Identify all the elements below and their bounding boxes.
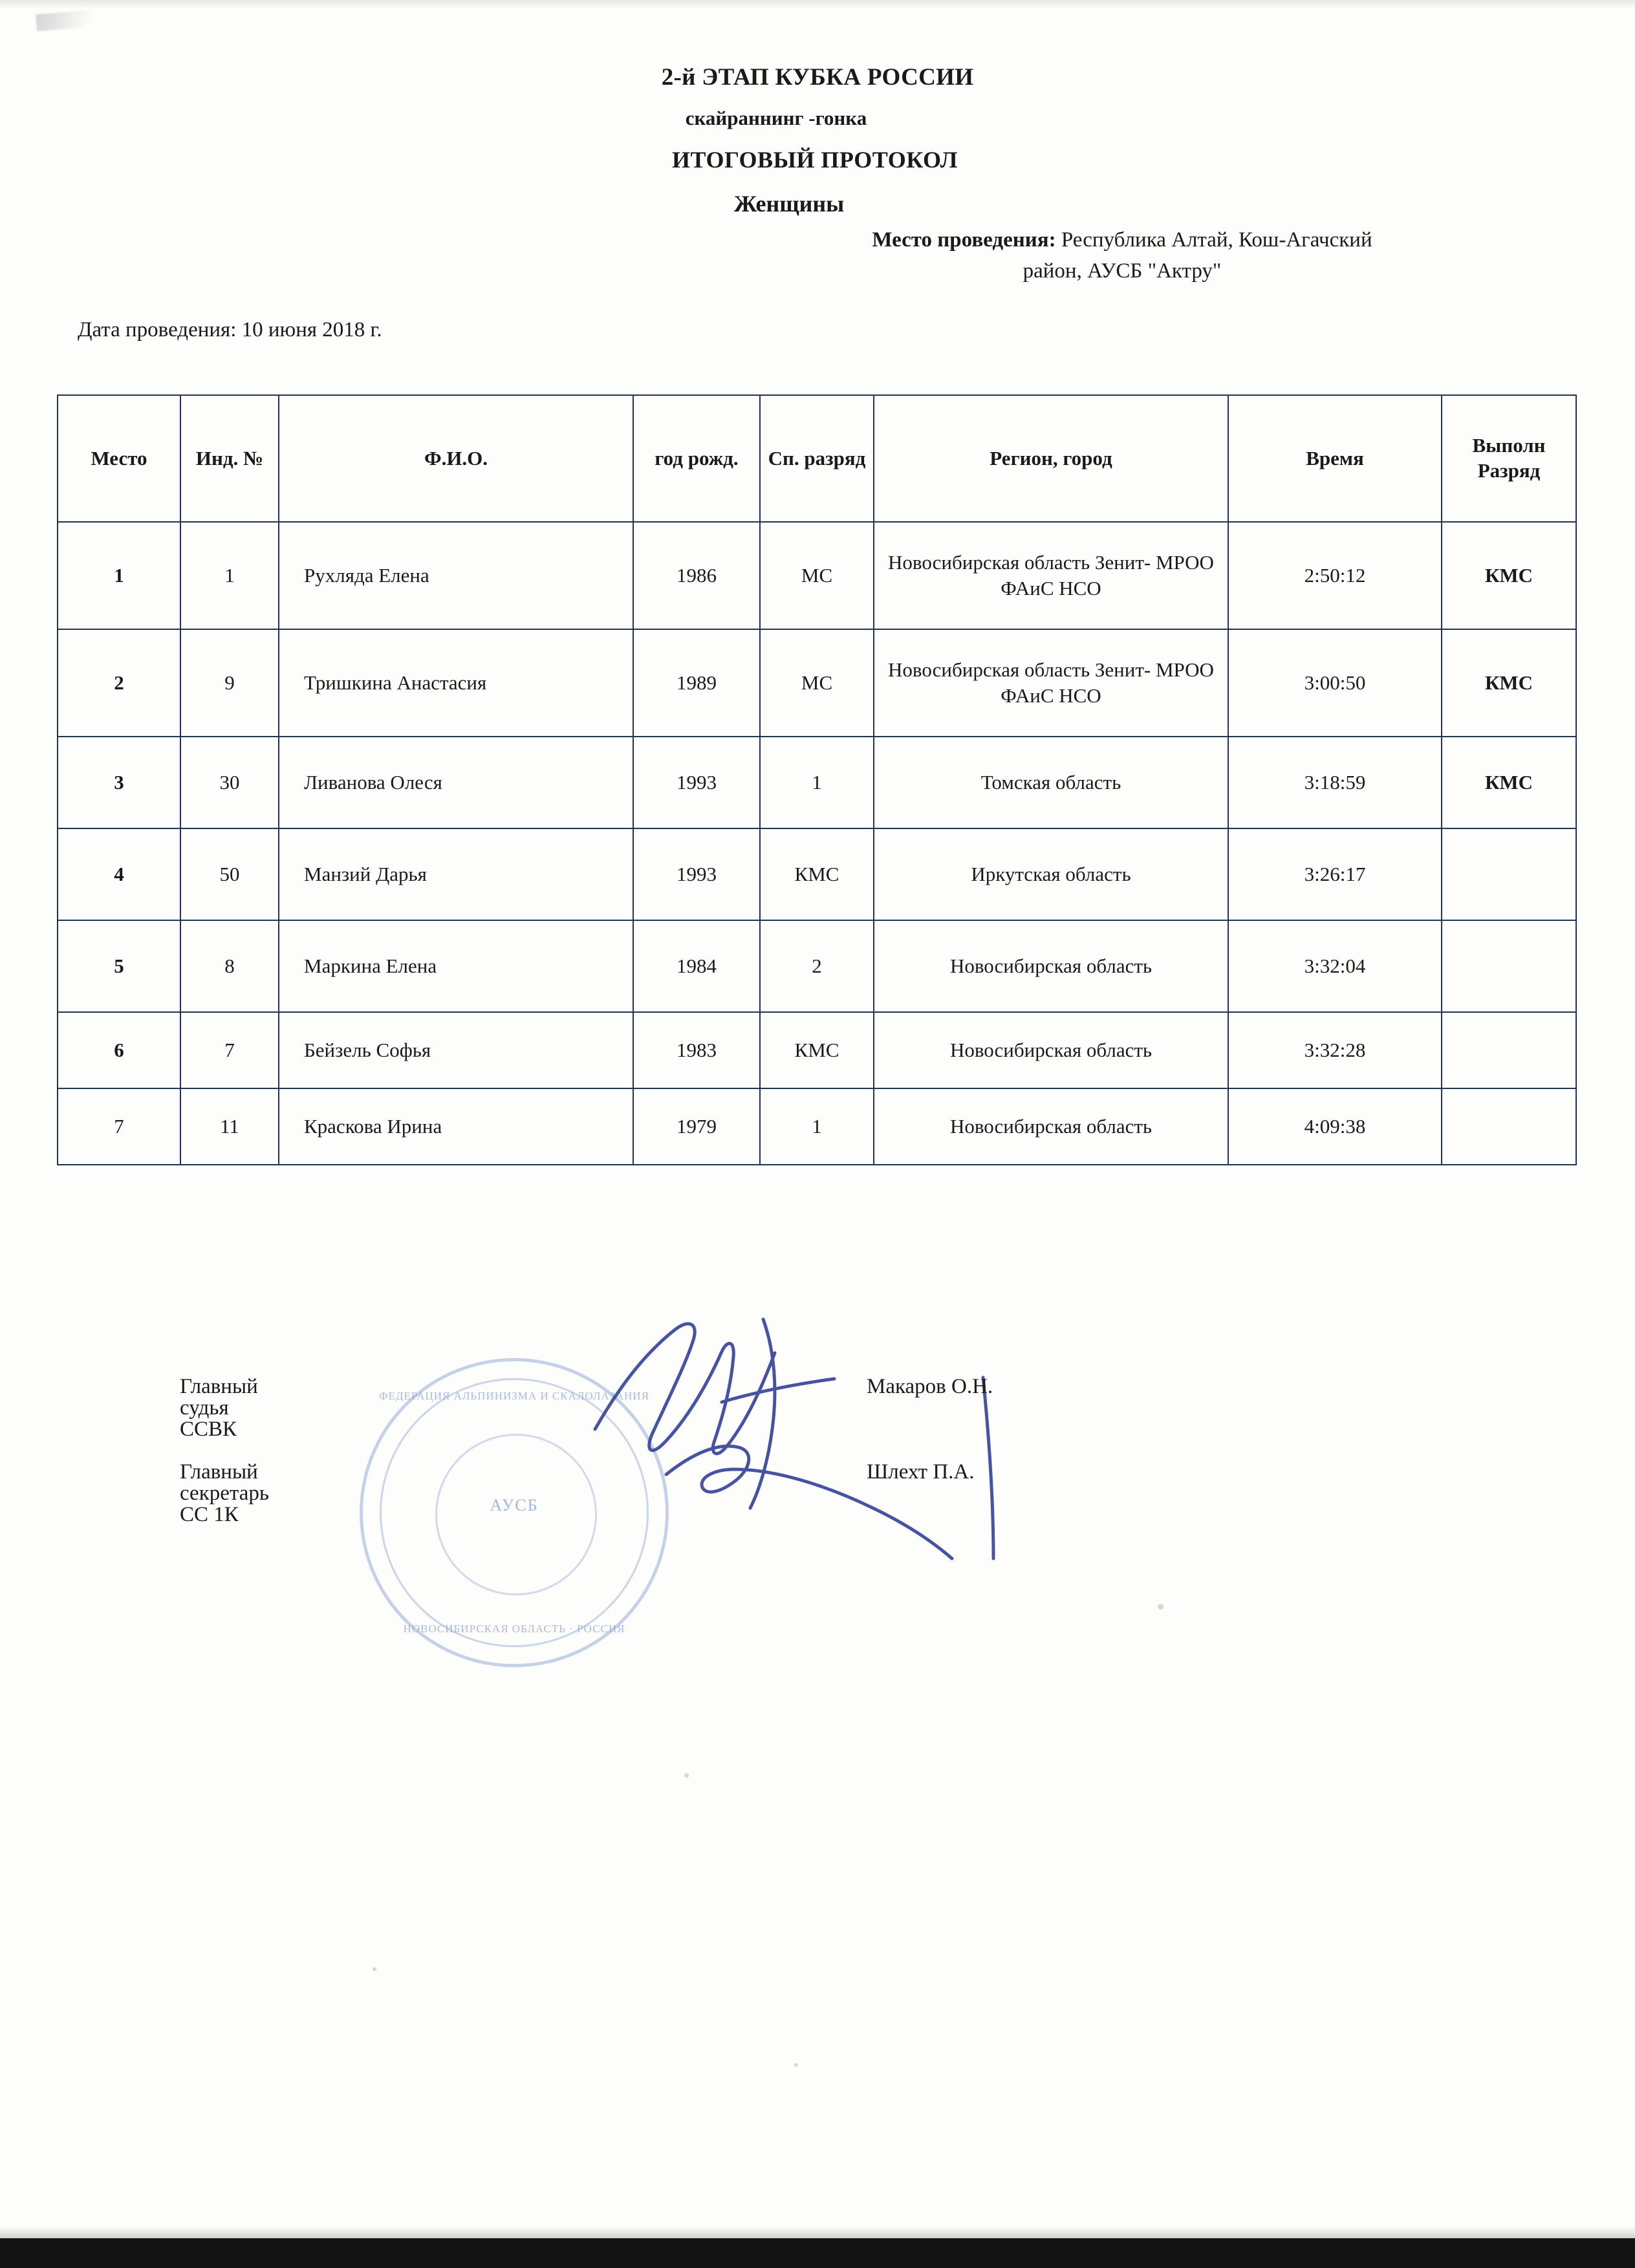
table-row xyxy=(58,828,1576,920)
scan-speck xyxy=(1158,1604,1164,1610)
stamp-text-top: ФЕДЕРАЦИЯ АЛЬПИНИЗМА И СКАЛОЛАЗАНИЯ xyxy=(379,1390,649,1402)
cell-rank: МС xyxy=(760,522,874,629)
scan-speck xyxy=(794,2063,798,2067)
results-table xyxy=(57,394,1577,1165)
subtitle-protocol: ИТОГОВЫЙ ПРОТОКОЛ xyxy=(672,147,958,173)
cell-number: 50 xyxy=(180,828,279,920)
cell-number: 11 xyxy=(180,1088,279,1165)
cell-region: Томская область xyxy=(874,737,1228,828)
venue-block xyxy=(860,225,1384,287)
table-row xyxy=(58,629,1576,737)
signature-role: Главный судья ССВК xyxy=(180,1375,258,1441)
scan-speck xyxy=(373,1967,376,1971)
cell-rank: 1 xyxy=(760,1088,874,1165)
cell-place: 3 xyxy=(58,737,180,828)
cell-achieved: КМС xyxy=(1442,522,1576,629)
cell-region: Иркутская область xyxy=(874,828,1228,920)
cell-region: Новосибирская область xyxy=(874,1088,1228,1165)
scan-edge-gradient xyxy=(0,2227,1635,2238)
column-header-region: Регион, город xyxy=(874,395,1228,522)
cell-achieved xyxy=(1442,920,1576,1012)
cell-year: 1984 xyxy=(633,920,760,1012)
cell-achieved: КМС xyxy=(1442,629,1576,737)
table-body xyxy=(58,522,1576,1165)
page-title: 2-й ЭТАП КУБКА РОССИИ xyxy=(661,64,974,91)
stamp-text-bottom: НОВОСИБИРСКАЯ ОБЛАСТЬ · РОССИЯ xyxy=(403,1623,625,1635)
column-header-place: Место xyxy=(58,395,180,522)
cell-rank: КМС xyxy=(760,828,874,920)
cell-name: Маркина Елена xyxy=(279,920,633,1012)
scan-corner-artifact xyxy=(36,9,114,31)
cell-time: 4:09:38 xyxy=(1228,1088,1442,1165)
table-row xyxy=(58,737,1576,828)
cell-name: Краскова Ирина xyxy=(279,1088,633,1165)
signature-person: Макаров О.Н. xyxy=(867,1375,993,1398)
column-header-year: год рожд. xyxy=(633,395,760,522)
cell-number: 1 xyxy=(180,522,279,629)
cell-region: Новосибирская область xyxy=(874,920,1228,1012)
event-date: Дата проведения: 10 июня 2018 г. xyxy=(78,318,382,341)
cell-number: 30 xyxy=(180,737,279,828)
cell-achieved xyxy=(1442,828,1576,920)
subtitle-discipline: скайраннинг -гонка xyxy=(685,106,867,129)
stamp-text-mid: АУСБ xyxy=(490,1496,539,1515)
column-header-time: Время xyxy=(1228,395,1442,522)
scan-edge-bottom xyxy=(0,2238,1635,2268)
cell-time: 3:26:17 xyxy=(1228,828,1442,920)
official-stamp xyxy=(360,1358,669,1667)
venue-value: Республика Алтай, Кош-Агачский район, АУСБ "Актру" xyxy=(1023,228,1372,283)
column-header-achieved: Выполн Разряд xyxy=(1442,395,1576,522)
cell-region: Новосибирская область xyxy=(874,1012,1228,1088)
cell-place: 6 xyxy=(58,1012,180,1088)
cell-number: 9 xyxy=(180,629,279,737)
signature-person: Шлехт П.А. xyxy=(867,1460,975,1484)
cell-year: 1983 xyxy=(633,1012,760,1088)
table-header-row xyxy=(58,395,1576,522)
column-header-rank: Сп. разряд xyxy=(760,395,874,522)
subtitle-category: Женщины xyxy=(733,191,845,217)
cell-name: Манзий Дарья xyxy=(279,828,633,920)
cell-place: 4 xyxy=(58,828,180,920)
cell-achieved xyxy=(1442,1012,1576,1088)
cell-year: 1993 xyxy=(633,828,760,920)
cell-year: 1986 xyxy=(633,522,760,629)
cell-place: 5 xyxy=(58,920,180,1012)
cell-name: Бейзель Софья xyxy=(279,1012,633,1088)
table-row xyxy=(58,920,1576,1012)
stamp-inner-ring xyxy=(435,1434,597,1595)
cell-rank: 1 xyxy=(760,737,874,828)
cell-region: Новосибирская область Зенит- МРОО ФАиС НСО xyxy=(874,522,1228,629)
cell-rank: 2 xyxy=(760,920,874,1012)
cell-achieved xyxy=(1442,1088,1576,1165)
document-header xyxy=(0,59,1635,221)
cell-rank: МС xyxy=(760,629,874,737)
table-row xyxy=(58,1012,1576,1088)
cell-name: Ливанова Олеся xyxy=(279,737,633,828)
column-header-name: Ф.И.О. xyxy=(279,395,633,522)
cell-place: 7 xyxy=(58,1088,180,1165)
cell-name: Тришкина Анастасия xyxy=(279,629,633,737)
cell-time: 2:50:12 xyxy=(1228,522,1442,629)
cell-number: 7 xyxy=(180,1012,279,1088)
cell-time: 3:32:04 xyxy=(1228,920,1442,1012)
scan-speck xyxy=(684,1773,689,1778)
cell-region: Новосибирская область Зенит- МРОО ФАиС НСО xyxy=(874,629,1228,737)
cell-year: 1979 xyxy=(633,1088,760,1165)
cell-rank: КМС xyxy=(760,1012,874,1088)
table-row xyxy=(58,522,1576,629)
cell-place: 2 xyxy=(58,629,180,737)
cell-year: 1989 xyxy=(633,629,760,737)
venue-label: Место проведения: xyxy=(872,228,1056,252)
cell-number: 8 xyxy=(180,920,279,1012)
signature-role: Главный секретарь СС 1К xyxy=(180,1460,269,1526)
cell-time: 3:18:59 xyxy=(1228,737,1442,828)
cell-year: 1993 xyxy=(633,737,760,828)
cell-place: 1 xyxy=(58,522,180,629)
column-header-number: Инд. № xyxy=(180,395,279,522)
scan-edge-top xyxy=(0,0,1635,9)
cell-name: Рухляда Елена xyxy=(279,522,633,629)
cell-achieved: КМС xyxy=(1442,737,1576,828)
table-row xyxy=(58,1088,1576,1165)
cell-time: 3:00:50 xyxy=(1228,629,1442,737)
cell-time: 3:32:28 xyxy=(1228,1012,1442,1088)
